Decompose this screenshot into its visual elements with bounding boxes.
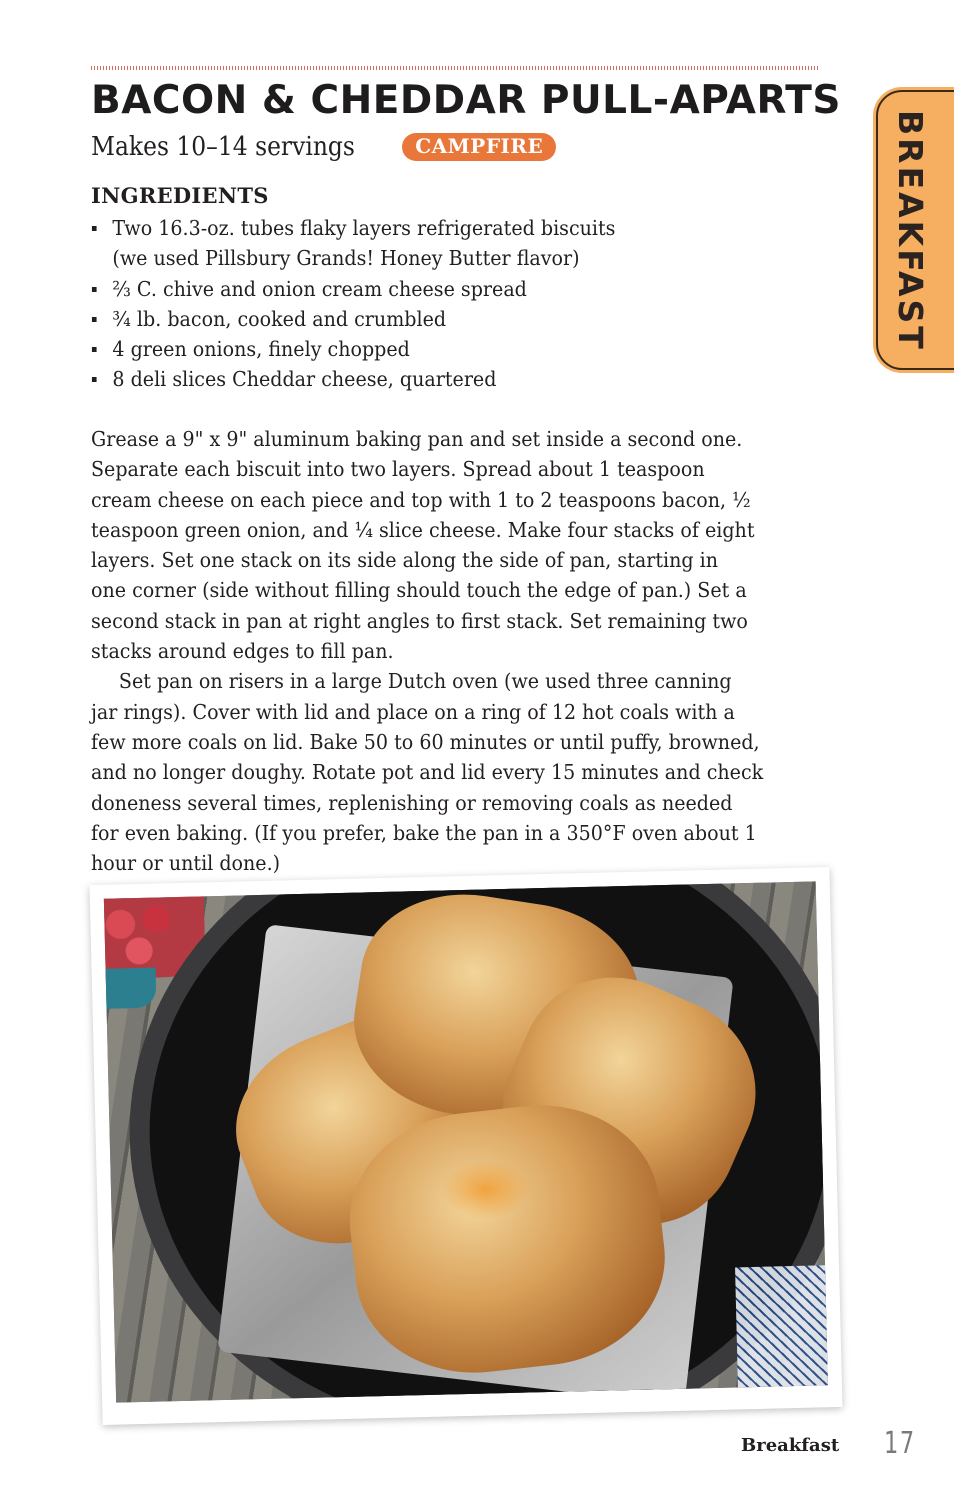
footer-section-name: Breakfast bbox=[741, 1435, 840, 1456]
ingredient-item: ⅔ C. chive and onion cream cheese spread bbox=[91, 274, 615, 304]
decorative-dotted-rule bbox=[91, 66, 818, 70]
ingredients-heading: INGREDIENTS bbox=[91, 183, 269, 208]
ingredient-item-continuation: (we used Pillsbury Grands! Honey Butter flavor) bbox=[112, 246, 580, 271]
recipe-photo bbox=[104, 881, 828, 1402]
bullet-icon bbox=[92, 377, 97, 382]
method-instructions bbox=[91, 424, 871, 878]
ingredient-item: ¾ lb. bacon, cooked and crumbled bbox=[91, 304, 615, 334]
bullet-icon bbox=[92, 317, 97, 322]
ingredient-item: Two 16.3-oz. tubes flaky layers refrigerated biscuits bbox=[91, 213, 615, 243]
campfire-badge: CAMPFIRE bbox=[402, 133, 556, 161]
method-paragraph-2: Set pan on risers in a large Dutch oven (we used three canning jar rings). Cover with lid and place on a ring of 12 hot coals with a few more coals on lid. Bake 50 to 60 minutes or until puffy, browned, and no longer doughy. Rotate pot and lid every 15 minutes and check doneness several times, replenishing or removing coals as needed for even baking. (If you prefer, bake the pan in a 350°F oven about 1 hour or until done.) bbox=[91, 669, 764, 876]
section-side-tab-label: BREAKFAST bbox=[891, 110, 930, 352]
ingredient-item: 8 deli slices Cheddar cheese, quartered bbox=[91, 364, 615, 394]
bullet-icon bbox=[92, 226, 97, 231]
method-paragraph-1: Grease a 9" x 9" aluminum baking pan and set inside a second one. Separate each biscuit into two layers. Spread about 1 teaspoon cream cheese on each piece and top with 1 to 2 teaspoons bacon, ½ teaspoon green onion, and ¼ slice cheese. Make four stacks of eight layers. Set one stack on its side along the side of pan, starting in one corner (side without filling should touch the edge of pan.) Set a second stack in pan at right angles to first stack. Set remaining two stacks around edges to fill pan. bbox=[91, 427, 755, 664]
ingredients-list bbox=[91, 213, 655, 395]
page-number: 17 bbox=[884, 1426, 916, 1461]
recipe-title: BACON & CHEDDAR PULL-APARTS bbox=[91, 78, 841, 123]
servings-text: Makes 10–14 servings bbox=[91, 132, 355, 162]
ingredient-item: 4 green onions, finely chopped bbox=[91, 334, 615, 364]
recipe-subtitle-row bbox=[91, 132, 556, 162]
checkered-cloth bbox=[735, 1265, 828, 1387]
bullet-icon bbox=[92, 347, 97, 352]
bullet-icon bbox=[92, 287, 97, 292]
blue-bowl bbox=[104, 968, 157, 1009]
recipe-photo-frame bbox=[90, 867, 843, 1425]
